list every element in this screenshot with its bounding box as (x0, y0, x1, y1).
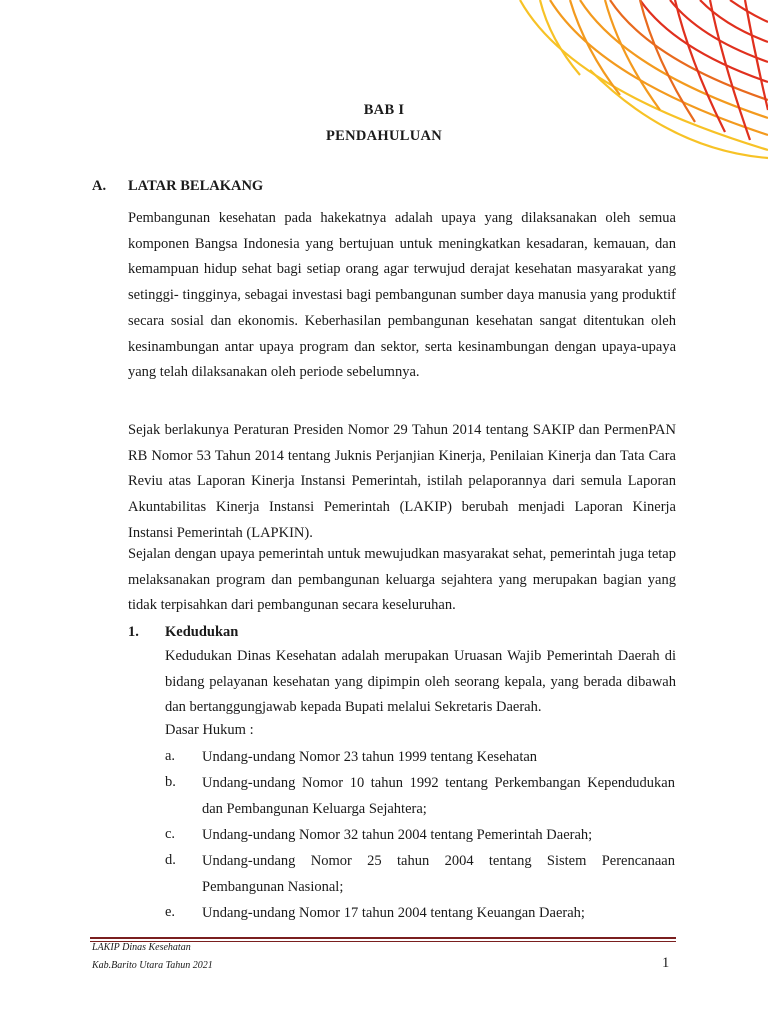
paragraph-sejalan: Sejalan dengan upaya pemerintah untuk mewujudkan masyarakat sehat, pemerintah juga tetap melaksanakan program dan pembangunan keluarga sejahtera yang merupakan bagian yang tidak terpisahkan dari pembangunan secara keseluruhan. (128, 546, 676, 614)
paragraph-sakip: Sejak berlakunya Peraturan Presiden Nomor 29 Tahun 2014 tentang SAKIP dan PermenPAN RB Nomor 53 Tahun 2014 tentang Juknis Perjanjian Kinerja, Penilaian Kinerja dan Tata Cara Reviu atas Laporan Kinerja Instansi Pemerintah, istilah pelaporannya dari semula Laporan Akuntabilitas Kinerja Instansi Pemerintah (LAKIP) berubah menjadi Laporan Kinerja Instansi Pemerintah (LAPKIN). (128, 422, 676, 541)
subsection-title: Kedudukan (165, 624, 239, 640)
list-item-text: Undang-undang Nomor 25 tahun 2004 tentang Sistem Perencanaan Pembangunan Nasional; (202, 853, 675, 895)
paragraph-kedudukan: Kedudukan Dinas Kesehatan adalah merupakan Uruasan Wajib Pemerintah Daerah di bidang pelayanan kesehatan yang dipimpin oleh seorang kepala, yang berada dibawah dan bertanggungjawab kepada Bupati melalui Sekretaris Daerah. (165, 648, 676, 716)
subsection-number: 1. (128, 624, 139, 640)
list-item-text: Undang-undang Nomor 10 tahun 1992 tentang Perkembangan Kependudukan dan Pembangunan Keluarga Sejahtera; (202, 775, 675, 817)
list-item-text: Undang-undang Nomor 23 tahun 1999 tentang Kesehatan (202, 749, 538, 765)
list-item-letter: a. (165, 748, 176, 764)
list-item-text: Undang-undang Nomor 17 tahun 2004 tentang Keuangan Daerah; (202, 905, 585, 921)
list-item-letter: d. (165, 852, 176, 868)
footer-document-title: LAKIP Dinas Kesehatan (92, 942, 191, 953)
section-title: LATAR BELAKANG (128, 178, 264, 194)
section-letter: A. (92, 178, 107, 194)
footer-rule (90, 937, 676, 939)
paragraph-pembangunan: Pembangunan kesehatan pada hakekatnya adalah upaya yang dilaksanakan oleh semua komponen Bangsa Indonesia yang bertujuan untuk meningkatkan kesadaran, kemauan, dan kemampuan hidup sehat bagi setiap orang agar terwujud derajat kesehatan masyarakat yang setinggi- tingginya, sebagai investasi bagi pembangunan sumber daya manusia yang produktif secara sosial dan ekonomis. Keberhasilan pembangunan kesehatan sangat ditentukan oleh kesinambungan antar upaya program dan sektor, serta kesinambungan dengan upaya-upaya yang telah dilaksanakan oleh periode sebelumnya. (128, 210, 676, 381)
list-item-letter: b. (165, 774, 176, 790)
chapter-heading: BAB I (363, 102, 405, 118)
footer-document-subtitle: Kab.Barito Utara Tahun 2021 (92, 960, 213, 971)
page-number: 1 (662, 955, 670, 971)
dasar-hukum-label: Dasar Hukum : (165, 722, 254, 738)
list-item-letter: c. (165, 826, 176, 842)
list-item-letter: e. (165, 904, 176, 920)
page-title: PENDAHULUAN (325, 128, 443, 144)
list-item-text: Undang-undang Nomor 32 tahun 2004 tentang Pemerintah Daerah; (202, 827, 593, 843)
